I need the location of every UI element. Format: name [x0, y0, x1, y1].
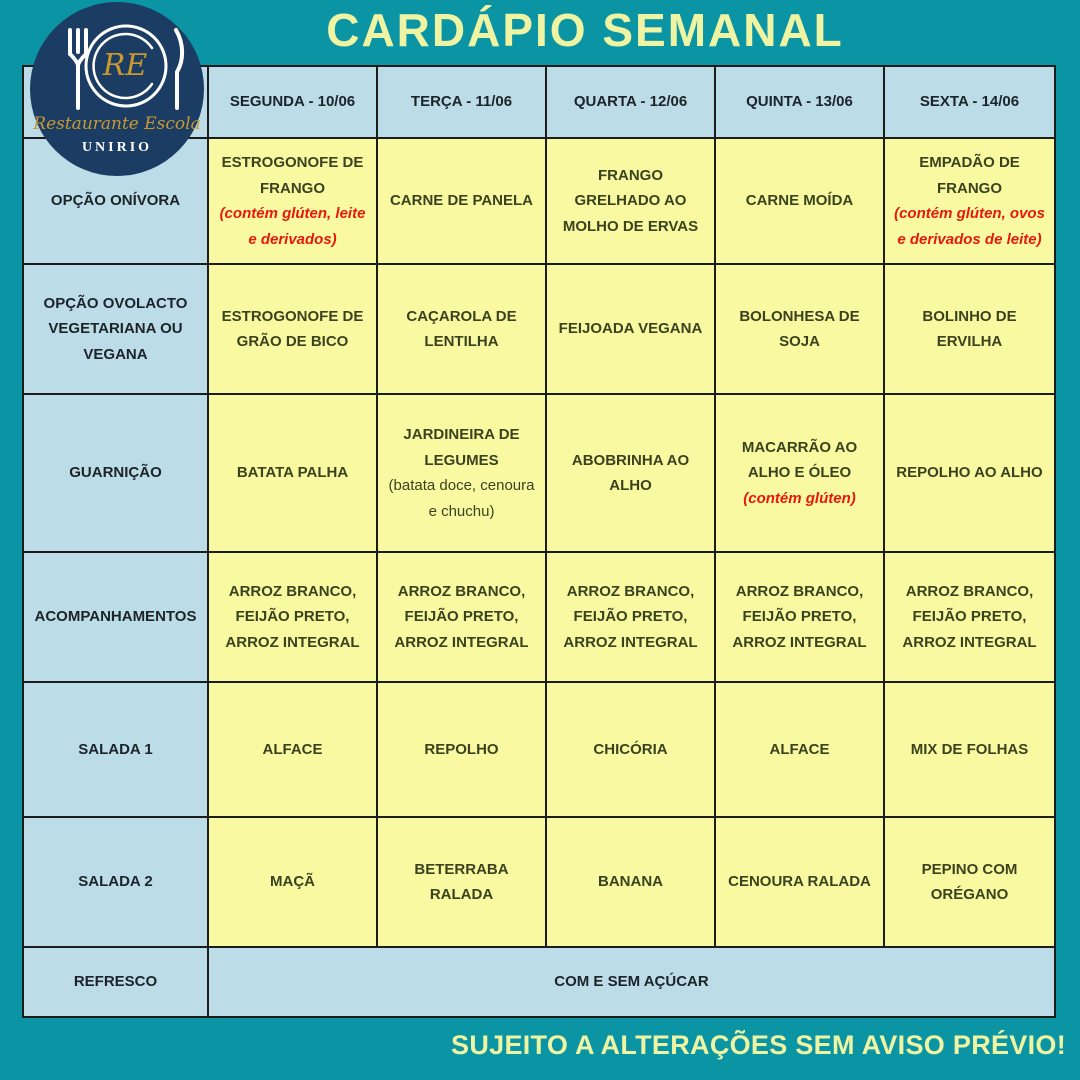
row-label-salada-1: SALADA 1	[24, 683, 209, 818]
dish-name: ALFACE	[262, 740, 323, 758]
menu-cell	[378, 553, 547, 683]
dish-name: ESTROGONOFE DE GRÃO DE BICO	[221, 307, 364, 350]
dish-name: CAÇAROLA DE LENTILHA	[406, 307, 517, 350]
menu-cell	[716, 683, 885, 818]
dish-name: CARNE DE PANELA	[389, 192, 534, 210]
menu-cell	[547, 139, 716, 265]
menu-cell	[716, 265, 885, 395]
menu-cell	[716, 553, 885, 683]
dish-name: ARROZ BRANCO, FEIJÃO PRETO, ARROZ INTEGRAL	[225, 582, 360, 651]
dish-name: EMPADÃO DE FRANGO	[919, 154, 1020, 197]
disclaimer-text: SUJEITO A ALTERAÇÕES SEM AVISO PRÉVIO!	[451, 1030, 1066, 1060]
dish-name: ARROZ BRANCO, FEIJÃO PRETO, ARROZ INTEGRAL	[394, 582, 529, 651]
menu-cell	[378, 139, 547, 265]
menu-cell	[209, 395, 378, 553]
dish-name: ARROZ BRANCO, FEIJÃO PRETO, ARROZ INTEGRAL	[732, 582, 867, 651]
dish-name: REPOLHO AO ALHO	[896, 464, 1043, 482]
dish-name: ABOBRINHA AO ALHO	[571, 451, 690, 494]
day-header-thursday: QUINTA - 13/06	[716, 67, 885, 139]
row-label-salada-2: SALADA 2	[24, 818, 209, 948]
dish-name: BATATA PALHA	[236, 464, 349, 482]
day-header-friday: SEXTA - 14/06	[885, 67, 1054, 139]
dish-name: BANANA	[598, 873, 663, 891]
dish-name: BOLONHESA DE SOJA	[739, 307, 860, 350]
menu-cell	[547, 265, 716, 395]
row-label-refresco: REFRESCO	[24, 948, 209, 1016]
dish-name: FEIJOADA VEGANA	[558, 320, 703, 338]
menu-cell	[885, 818, 1054, 948]
dish-name: REPOLHO	[424, 740, 499, 758]
dish-name: ALFACE	[769, 740, 830, 758]
menu-cell	[378, 818, 547, 948]
dish-name: ESTROGONOFE DE FRANGO	[221, 154, 364, 197]
dish-name: JARDINEIRA DE LEGUMES	[403, 426, 520, 469]
menu-cell	[378, 265, 547, 395]
dish-name: CHICÓRIA	[593, 740, 668, 758]
menu-cell	[209, 139, 378, 265]
menu-cell	[885, 683, 1054, 818]
dish-detail: (batata doce, cenoura e chuchu)	[388, 477, 535, 520]
menu-cell	[209, 553, 378, 683]
row-label-opcao-onivora: OPÇÃO ONÍVORA	[24, 139, 209, 265]
allergen-note: (contém glúten)	[743, 489, 856, 507]
menu-cell	[716, 139, 885, 265]
dish-name: PEPINO COM ORÉGANO	[921, 860, 1018, 903]
menu-cell	[547, 553, 716, 683]
row-label-opcao-ovolacto: OPÇÃO OVOLACTO VEGETARIANA OU VEGANA	[24, 265, 209, 395]
menu-cell	[547, 395, 716, 553]
dish-name: CENOURA RALADA	[728, 873, 871, 891]
weekly-menu-table	[22, 65, 1056, 1018]
dish-name: ARROZ BRANCO, FEIJÃO PRETO, ARROZ INTEGRAL	[563, 582, 698, 651]
restaurant-logo	[30, 2, 204, 176]
logo-name: Restaurante Escola	[33, 114, 201, 134]
dish-name: CARNE MOÍDA	[745, 192, 854, 210]
row-label-acompanhamentos: ACOMPANHAMENTOS	[24, 553, 209, 683]
dish-name: ARROZ BRANCO, FEIJÃO PRETO, ARROZ INTEGRAL	[902, 582, 1037, 651]
menu-cell	[885, 395, 1054, 553]
menu-cell	[547, 818, 716, 948]
menu-cell	[378, 395, 547, 553]
dish-name: BOLINHO DE ERVILHA	[922, 307, 1017, 350]
day-header-monday: SEGUNDA - 10/06	[209, 67, 378, 139]
menu-cell	[378, 683, 547, 818]
logo-org: UNIRIO	[81, 140, 153, 155]
dish-name: MAÇÃ	[270, 873, 315, 891]
dish-name: FRANGO GRELHADO AO MOLHO DE ERVAS	[562, 166, 699, 235]
menu-cell	[209, 265, 378, 395]
menu-cell	[885, 553, 1054, 683]
dish-name: MIX DE FOLHAS	[910, 740, 1029, 758]
menu-cell	[209, 818, 378, 948]
menu-cell	[885, 265, 1054, 395]
logo-monogram: RE	[102, 48, 148, 83]
dish-name: BETERRABA RALADA	[414, 860, 509, 903]
menu-cell	[716, 395, 885, 553]
row-label-guarnicao: GUARNIÇÃO	[24, 395, 209, 553]
page-title: CARDÁPIO SEMANAL	[326, 4, 844, 56]
refresco-merged-cell: COM E SEM AÇÚCAR	[209, 948, 1054, 1016]
menu-cell	[716, 818, 885, 948]
allergen-note: (contém glúten, ovos e derivados de leite)	[894, 205, 1045, 248]
allergen-note: (contém glúten, leite e derivados)	[219, 205, 366, 248]
day-header-wednesday: QUARTA - 12/06	[547, 67, 716, 139]
day-header-tuesday: TERÇA - 11/06	[378, 67, 547, 139]
dish-name: MACARRÃO AO ALHO E ÓLEO	[741, 438, 858, 482]
menu-cell	[209, 683, 378, 818]
menu-cell	[885, 139, 1054, 265]
menu-cell	[547, 683, 716, 818]
